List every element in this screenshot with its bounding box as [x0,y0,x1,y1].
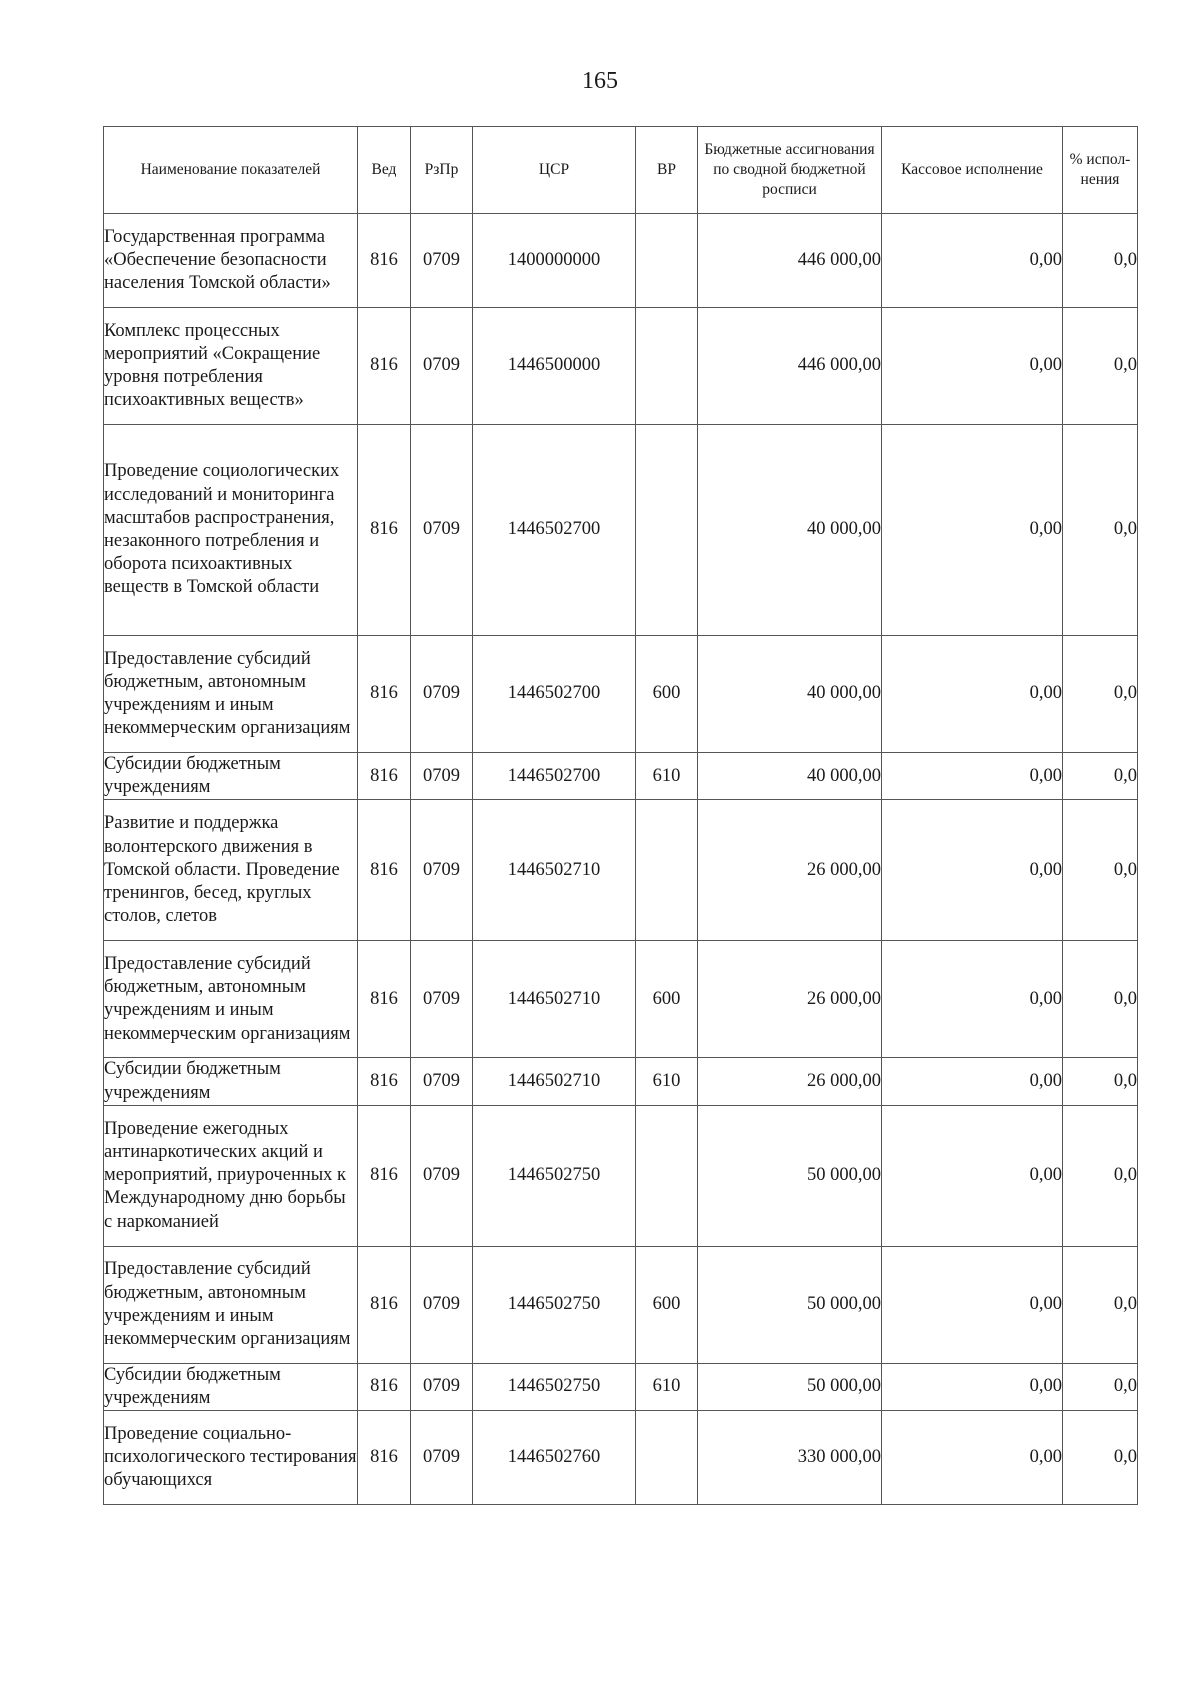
cell-budget: 26 000,00 [698,941,882,1058]
header-rzpr: РзПр [411,127,473,214]
cell-cash: 0,00 [882,214,1063,308]
cell-pct: 0,0 [1063,753,1138,800]
cell-budget: 50 000,00 [698,1246,882,1363]
cell-budget: 330 000,00 [698,1411,882,1505]
cell-pct: 0,0 [1063,636,1138,753]
cell-name: Субсидии бюджетным учреждениям [104,753,358,800]
table-row [104,753,1138,800]
table-row [104,425,1138,636]
cell-pct: 0,0 [1063,1363,1138,1410]
cell-ved: 816 [358,1058,411,1105]
cell-budget: 40 000,00 [698,636,882,753]
header-name: Наименование показателей [104,127,358,214]
cell-ved: 816 [358,1411,411,1505]
table-row [104,636,1138,753]
cell-rzpr: 0709 [411,941,473,1058]
cell-pct: 0,0 [1063,308,1138,425]
table-row [104,308,1138,425]
cell-name: Развитие и поддержка волонтерского движения в Томской области. Проведение тренингов, бесед, круглых столов, слетов [104,800,358,941]
cell-rzpr: 0709 [411,753,473,800]
cell-vr: 600 [636,1246,698,1363]
cell-csr: 1446500000 [473,308,636,425]
cell-budget: 446 000,00 [698,214,882,308]
cell-name: Предоставление субсидий бюджетным, автономным учреждениям и иным некоммерческим организациям [104,941,358,1058]
cell-csr: 1446502710 [473,800,636,941]
cell-rzpr: 0709 [411,1411,473,1505]
cell-name: Проведение ежегодных антинаркотических акций и мероприятий, приуроченных к Международному дню борьбы с наркоманией [104,1105,358,1246]
cell-name: Субсидии бюджетным учреждениям [104,1058,358,1105]
cell-rzpr: 0709 [411,1058,473,1105]
cell-budget: 40 000,00 [698,753,882,800]
cell-ved: 816 [358,1363,411,1410]
cell-csr: 1400000000 [473,214,636,308]
cell-name: Государственная программа «Обеспечение безопасности населения Томской области» [104,214,358,308]
cell-budget: 446 000,00 [698,308,882,425]
cell-ved: 816 [358,636,411,753]
cell-ved: 816 [358,1246,411,1363]
cell-rzpr: 0709 [411,308,473,425]
cell-pct: 0,0 [1063,425,1138,636]
header-vr: ВР [636,127,698,214]
table-row [104,800,1138,941]
cell-budget: 26 000,00 [698,1058,882,1105]
cell-budget: 50 000,00 [698,1363,882,1410]
table-row [104,1246,1138,1363]
cell-vr: 610 [636,1363,698,1410]
cell-cash: 0,00 [882,941,1063,1058]
table-row [104,214,1138,308]
cell-budget: 26 000,00 [698,800,882,941]
cell-rzpr: 0709 [411,1363,473,1410]
cell-csr: 1446502700 [473,636,636,753]
header-cash: Кассовое исполнение [882,127,1063,214]
cell-vr: 600 [636,636,698,753]
header-csr: ЦСР [473,127,636,214]
cell-pct: 0,0 [1063,1058,1138,1105]
cell-pct: 0,0 [1063,1105,1138,1246]
cell-cash: 0,00 [882,753,1063,800]
cell-csr: 1446502750 [473,1246,636,1363]
cell-rzpr: 0709 [411,214,473,308]
header-pct: % испол-нения [1063,127,1138,214]
cell-cash: 0,00 [882,636,1063,753]
cell-vr [636,214,698,308]
cell-ved: 816 [358,1105,411,1246]
cell-cash: 0,00 [882,1105,1063,1246]
cell-vr: 610 [636,753,698,800]
cell-vr: 600 [636,941,698,1058]
table-row [104,1363,1138,1410]
cell-csr: 1446502750 [473,1105,636,1246]
cell-ved: 816 [358,941,411,1058]
page-number: 165 [582,68,618,94]
cell-pct: 0,0 [1063,800,1138,941]
cell-rzpr: 0709 [411,425,473,636]
table-row [104,941,1138,1058]
table-row [104,1411,1138,1505]
header-row [104,127,1138,214]
cell-vr: 610 [636,1058,698,1105]
table-row [104,1105,1138,1246]
cell-csr: 1446502710 [473,1058,636,1105]
cell-rzpr: 0709 [411,800,473,941]
cell-vr [636,425,698,636]
cell-vr [636,1411,698,1505]
cell-pct: 0,0 [1063,1411,1138,1505]
cell-ved: 816 [358,800,411,941]
budget-table [103,126,1138,1505]
cell-name: Предоставление субсидий бюджетным, автономным учреждениям и иным некоммерческим организациям [104,1246,358,1363]
cell-cash: 0,00 [882,1363,1063,1410]
cell-csr: 1446502760 [473,1411,636,1505]
cell-cash: 0,00 [882,800,1063,941]
cell-ved: 816 [358,425,411,636]
cell-pct: 0,0 [1063,214,1138,308]
cell-csr: 1446502750 [473,1363,636,1410]
header-ved: Вед [358,127,411,214]
cell-csr: 1446502700 [473,425,636,636]
cell-cash: 0,00 [882,1058,1063,1105]
cell-cash: 0,00 [882,1246,1063,1363]
cell-budget: 50 000,00 [698,1105,882,1246]
cell-budget: 40 000,00 [698,425,882,636]
cell-name: Предоставление субсидий бюджетным, автономным учреждениям и иным некоммерческим организациям [104,636,358,753]
cell-cash: 0,00 [882,425,1063,636]
cell-cash: 0,00 [882,308,1063,425]
cell-ved: 816 [358,308,411,425]
cell-ved: 816 [358,214,411,308]
cell-csr: 1446502710 [473,941,636,1058]
cell-name: Субсидии бюджетным учреждениям [104,1363,358,1410]
cell-name: Проведение социально-психологического тестирования обучающихся [104,1411,358,1505]
cell-rzpr: 0709 [411,636,473,753]
cell-vr [636,1105,698,1246]
cell-csr: 1446502700 [473,753,636,800]
cell-name: Комплекс процессных мероприятий «Сокращение уровня потребления психоактивных веществ» [104,308,358,425]
cell-cash: 0,00 [882,1411,1063,1505]
cell-pct: 0,0 [1063,1246,1138,1363]
header-budget: Бюджетные ассигнования по сводной бюджетной росписи [698,127,882,214]
cell-name: Проведение социологических исследований и мониторинга масштабов распространения, незаконного потребления и оборота психоактивных веществ в Томской области [104,425,358,636]
cell-rzpr: 0709 [411,1246,473,1363]
cell-vr [636,800,698,941]
table-row [104,1058,1138,1105]
cell-pct: 0,0 [1063,941,1138,1058]
cell-vr [636,308,698,425]
cell-ved: 816 [358,753,411,800]
cell-rzpr: 0709 [411,1105,473,1246]
